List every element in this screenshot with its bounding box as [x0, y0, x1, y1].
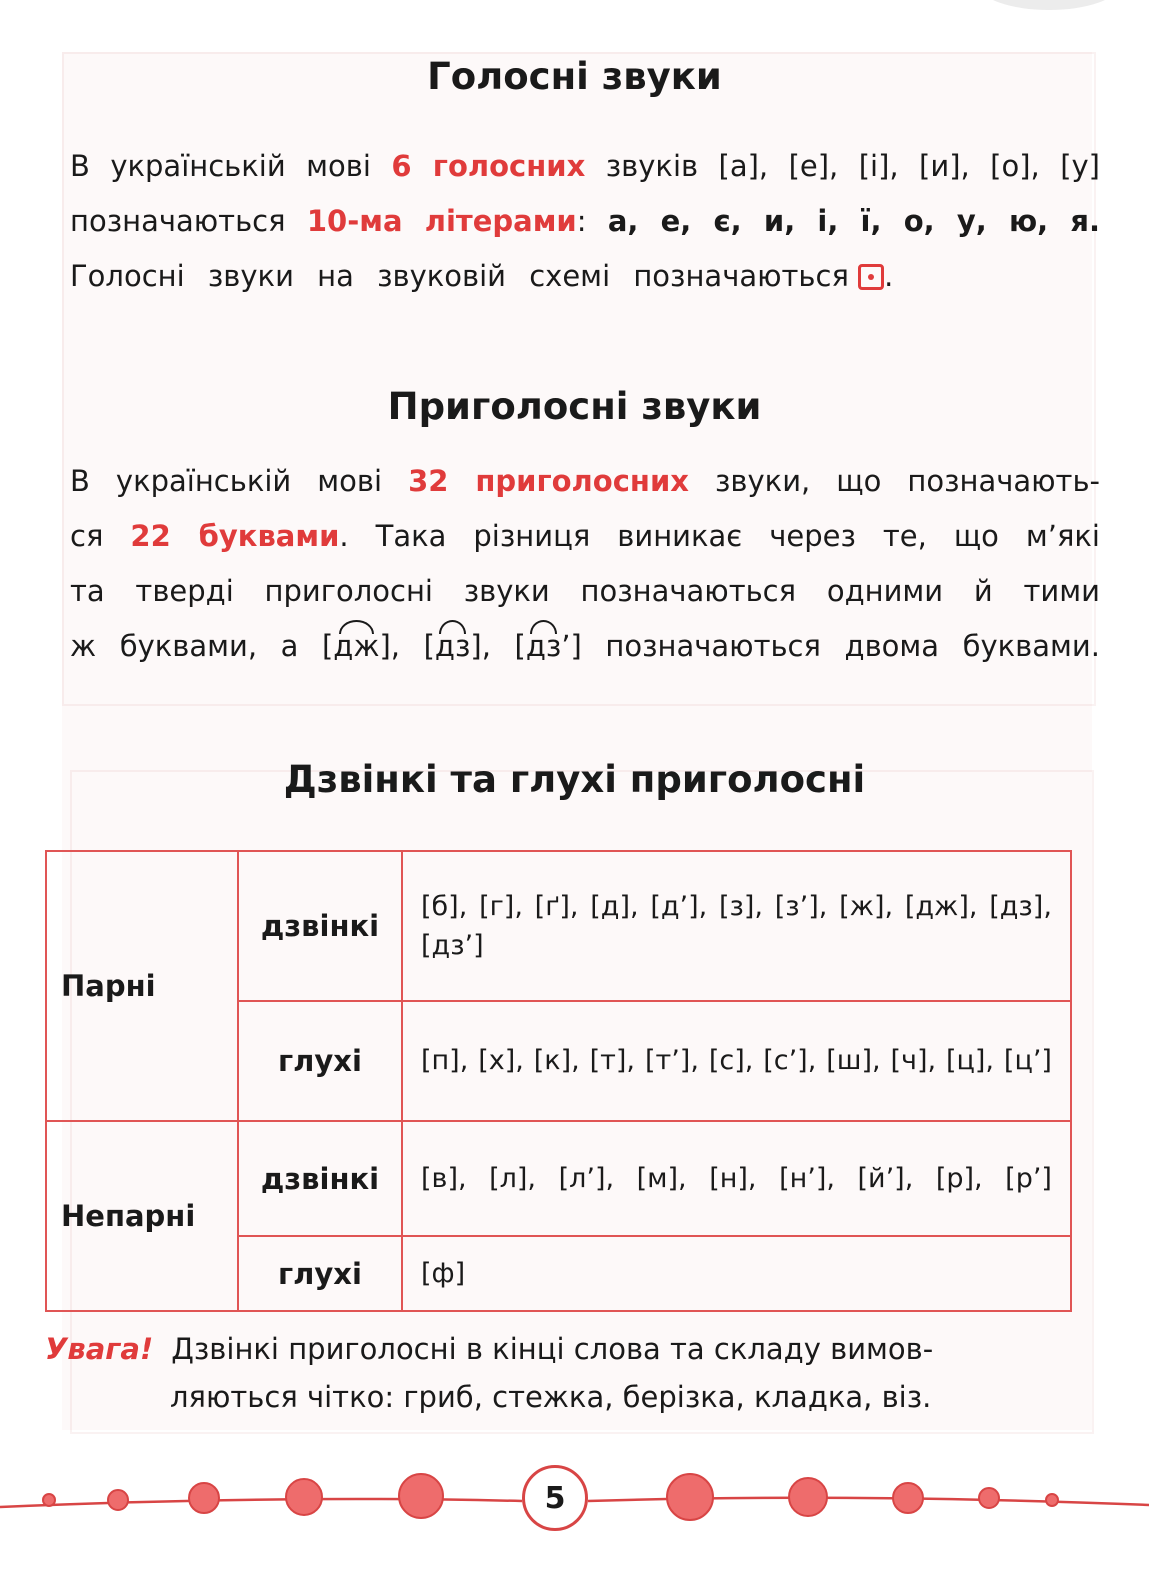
attention-label: Увага! — [45, 1332, 154, 1366]
footer-dot — [892, 1482, 924, 1514]
footer-dot — [398, 1473, 444, 1519]
attention-note — [45, 1332, 1105, 1414]
vowels-paragraph — [70, 150, 1100, 315]
vowel-scheme-icon — [858, 264, 884, 290]
voiced-label: дзвінкі — [238, 1121, 402, 1236]
paired-voiceless-cell: [п], [х], [к], [т], [т’], [с], [с’], [ш], [ч], [ц], [ц’] — [402, 1001, 1071, 1121]
paired-voiced-cell: [б], [г], [ґ], [д], [д’], [з], [з’], [ж], [дж], [дз], [дз’] — [402, 851, 1071, 1001]
consonants-heading: Приголосні звуки — [387, 385, 762, 428]
vowels-line-1: В українській мові 6 голосних звуків [а], [е], [і], [и], [о], [у] — [70, 149, 1101, 183]
consonants-line-1: В українській мові 32 приголосних звуки, що позначають- — [70, 464, 1100, 498]
table-row — [46, 851, 1071, 1001]
footer-dot — [285, 1478, 323, 1516]
voiced-label: дзвінкі — [238, 851, 402, 1001]
letter-count-highlight: 10-ма літерами — [306, 204, 577, 238]
footer-dot — [788, 1477, 828, 1517]
unpaired-voiced-cell: [в], [л], [л’], [м], [н], [н’], [й’], [р], [р’] — [402, 1121, 1071, 1236]
vowels-line-3: Голосні звуки на звуковій схемі позначаються . — [70, 259, 894, 293]
vowels-heading: Голосні звуки — [427, 55, 722, 98]
footer-dot — [978, 1487, 1000, 1509]
vowel-letters: а, е, є, и, і, ї, о, у, ю, я. — [607, 204, 1100, 238]
consonants-line-2: ся 22 буквами. Така різниця виникає через те, що м’які — [70, 519, 1100, 553]
voiceless-label: глухі — [238, 1236, 402, 1311]
digraph-dz-soft: дз — [525, 629, 562, 663]
voiceless-label: глухі — [238, 1001, 402, 1121]
table-row — [46, 1121, 1071, 1236]
corner-decoration — [979, 0, 1119, 10]
unpaired-voiceless-cell: [ф] — [402, 1236, 1071, 1311]
page-number: 5 — [522, 1465, 588, 1531]
consonants-line-4: ж буквами, а [дж], [дз], [дз’] позначаються двома буквами. — [70, 629, 1100, 663]
consonant-count-highlight: 32 приголосних — [408, 464, 689, 498]
consonants-paragraph — [70, 465, 1100, 685]
digraph-dzh: дж — [333, 629, 380, 663]
voiced-voiceless-heading: Дзвінкі та глухі приголосні — [283, 758, 866, 801]
consonant-pairs-table — [45, 850, 1072, 1312]
note-line-2: ляються чітко: гриб, стежка, берізка, кладка, віз. — [170, 1380, 932, 1414]
footer-dot — [42, 1493, 56, 1507]
footer-dot — [666, 1473, 714, 1521]
unpaired-group-label: Непарні — [46, 1121, 238, 1311]
consonants-line-3: та тверді приголосні звуки позначаються одними й тими — [70, 574, 1100, 608]
page-footer — [0, 1465, 1149, 1535]
letters-22-highlight: 22 буквами — [130, 519, 340, 553]
note-line-1: Увага! Дзвінкі приголосні в кінці слова та складу вимов- — [45, 1332, 934, 1366]
vowels-line-2: позначаються 10-ма літерами: а, е, є, и, і, ї, о, у, ю, я. — [70, 204, 1100, 238]
vowel-count-highlight: 6 голосних — [391, 149, 586, 183]
digraph-dz: дз — [434, 629, 471, 663]
footer-dot — [188, 1482, 220, 1514]
paired-group-label: Парні — [46, 851, 238, 1121]
footer-dot — [1045, 1493, 1059, 1507]
footer-dot — [107, 1489, 129, 1511]
